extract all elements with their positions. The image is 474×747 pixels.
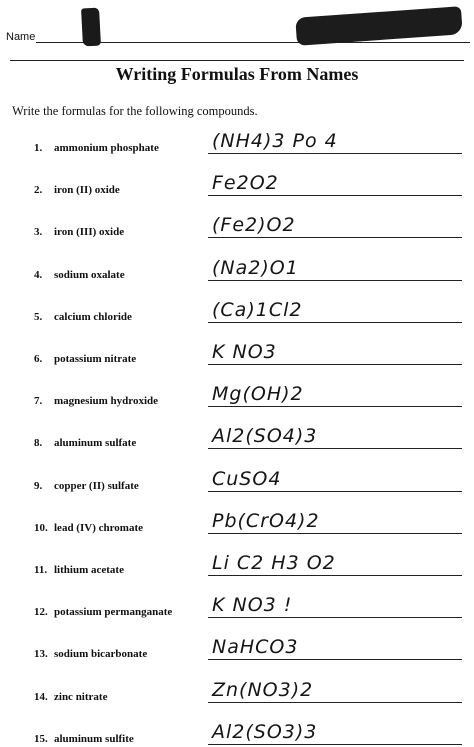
answer-line xyxy=(208,702,462,703)
compound-name: sodium bicarbonate xyxy=(54,648,148,661)
compound-label xyxy=(34,353,136,365)
list-item xyxy=(0,247,474,283)
handwritten-answer[interactable]: Li C2 H3 O2 xyxy=(212,552,336,574)
compound-name: lithium acetate xyxy=(54,564,124,576)
redaction-mark-icon xyxy=(81,8,101,47)
answer-line xyxy=(208,617,462,618)
item-number: 11. xyxy=(34,564,48,576)
answer-line xyxy=(208,575,462,576)
handwritten-answer[interactable]: K NO3 xyxy=(212,341,277,363)
header-divider xyxy=(10,60,464,61)
answer-line xyxy=(208,153,462,154)
list-item xyxy=(0,542,474,578)
item-number: 14. xyxy=(34,690,48,703)
handwritten-answer[interactable]: Al2(SO4)3 xyxy=(212,425,318,448)
answer-line xyxy=(208,195,462,196)
list-item xyxy=(0,415,474,451)
compound-label xyxy=(34,226,124,238)
item-number: 3. xyxy=(34,226,43,239)
answer-line xyxy=(208,491,462,492)
answer-line xyxy=(208,744,462,745)
compound-label xyxy=(34,437,136,449)
compound-label xyxy=(34,691,107,703)
handwritten-answer[interactable]: NaHCO3 xyxy=(212,636,299,659)
list-item xyxy=(0,373,474,409)
list-item xyxy=(0,120,474,156)
list-item xyxy=(0,500,474,536)
list-item xyxy=(0,204,474,240)
handwritten-answer[interactable]: (Na2)O1 xyxy=(212,256,299,279)
compound-name: magnesium hydroxide xyxy=(54,395,159,408)
handwritten-answer[interactable]: (Fe2)O2 xyxy=(212,214,296,237)
compound-label xyxy=(34,142,159,154)
handwritten-answer[interactable]: Mg(OH)2 xyxy=(212,383,304,406)
list-item xyxy=(0,162,474,198)
compound-label xyxy=(34,564,124,576)
compound-label xyxy=(34,606,172,618)
answer-line xyxy=(208,448,462,449)
answer-line xyxy=(208,280,462,281)
compound-name: potassium nitrate xyxy=(54,353,137,365)
answer-line xyxy=(208,533,462,534)
item-number: 8. xyxy=(34,437,43,450)
item-number: 12. xyxy=(34,606,48,619)
compound-name: lead (IV) chromate xyxy=(54,521,143,534)
handwritten-answer[interactable]: CuSO4 xyxy=(212,467,282,490)
name-field-line[interactable] xyxy=(36,42,470,43)
compound-label xyxy=(34,395,158,407)
page-title: Writing Formulas From Names xyxy=(115,64,359,84)
compound-name: zinc nitrate xyxy=(54,690,108,703)
handwritten-answer[interactable]: Al2(SO3)3 xyxy=(212,720,318,743)
compound-name: calcium chloride xyxy=(54,310,132,323)
list-item xyxy=(0,626,474,662)
compound-name: sodium oxalate xyxy=(54,268,125,281)
item-number: 6. xyxy=(34,353,43,365)
instructions: Write the formulas for the following compounds. xyxy=(12,104,258,118)
list-item xyxy=(0,584,474,620)
compound-name: aluminum sulfite xyxy=(54,732,134,745)
list-item xyxy=(0,331,474,367)
compound-label xyxy=(34,522,143,534)
answer-line xyxy=(208,659,462,660)
item-number: 7. xyxy=(34,395,43,408)
handwritten-answer[interactable]: (Ca)1Cl2 xyxy=(212,298,303,321)
item-number: 5. xyxy=(34,310,43,323)
compound-label xyxy=(34,184,120,196)
compound-name: aluminum sulfate xyxy=(54,437,137,450)
compound-label xyxy=(34,311,132,323)
name-label: Name xyxy=(6,31,36,43)
answer-line xyxy=(208,406,462,407)
handwritten-answer[interactable]: Pb(CrO4)2 xyxy=(212,509,320,532)
answer-line xyxy=(208,322,462,323)
compound-label xyxy=(34,648,147,660)
list-item xyxy=(0,669,474,705)
compound-name: ammonium phosphate xyxy=(54,142,159,154)
compound-name: iron (II) oxide xyxy=(54,184,120,197)
item-number: 1. xyxy=(34,142,43,154)
item-number: 13. xyxy=(34,648,48,661)
answer-line xyxy=(208,237,462,238)
item-number: 2. xyxy=(34,184,43,197)
item-number: 9. xyxy=(34,479,43,492)
handwritten-answer[interactable]: K NO3 ! xyxy=(212,594,293,617)
compound-label xyxy=(34,269,125,281)
handwritten-answer[interactable]: Fe2O2 xyxy=(212,172,279,195)
handwritten-answer[interactable]: Zn(NO3)2 xyxy=(212,678,314,701)
handwritten-answer[interactable]: (NH4)3 Po 4 xyxy=(212,130,338,152)
compound-label xyxy=(34,480,139,492)
compound-name: iron (III) oxide xyxy=(54,226,125,239)
list-item xyxy=(0,711,474,747)
list-item xyxy=(0,289,474,325)
compound-name: copper (II) sulfate xyxy=(54,479,139,492)
item-number: 10. xyxy=(34,521,48,534)
answer-line xyxy=(208,364,462,365)
item-number: 15. xyxy=(34,732,48,745)
item-number: 4. xyxy=(34,268,43,281)
compound-name: potassium permanganate xyxy=(54,606,173,619)
list-item xyxy=(0,458,474,494)
